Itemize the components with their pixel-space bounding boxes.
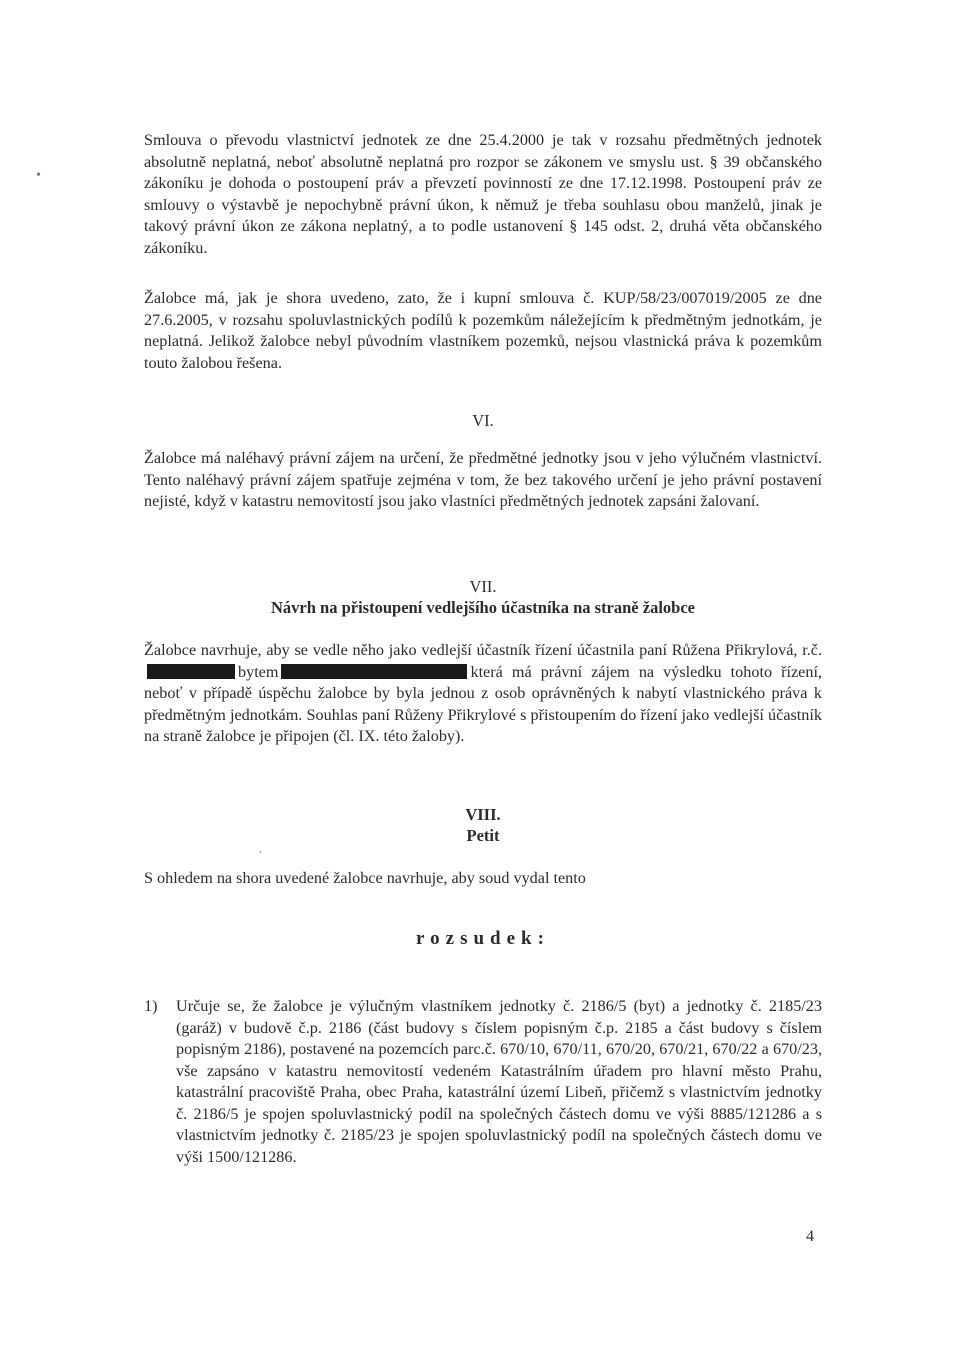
section-heading-vi: VI. (472, 411, 494, 430)
paragraph-purchase-contract: Žalobce má, jak je shora uvedeno, zato, že i kupní smlouva č. KUP/58/23/007019/2005 ze dne 27.6.2005, v rozsahu spoluvlastnických podílů k pozemkům náležejícím k předmětným jednotkám, je neplatná. Jelikož žalobce nebyl původním vlastníkem pozemků, nejsou vlastnická práva k pozemkům touto žalobou řešena. (144, 289, 822, 372)
intervener-text-b: bytem (238, 662, 279, 681)
paragraph-intervener (144, 640, 822, 748)
section-title-viii: Petit (466, 826, 500, 845)
paragraph-petition-intro: S ohledem na shora uvedené žalobce navrhuje, aby soud vydal tento (144, 869, 586, 887)
petition-item-text: Určuje se, že žalobce je výlučným vlastníkem jednotky č. 2186/5 (byt) a jednotky č. 2185/23 (garáž) v budově č.p. 2186 (část budovy s číslem popisným č.p. 2185 a část budovy s číslem popisným 2186), postavené na pozemcích parc.č. 670/10, 670/11, 670/20, 670/21, 670/22 a 670/23, vše zapsáno v katastru nemovitostí vedeném Katastrálním úřadem pro hlavní město Prahu, katastrální pracoviště Praha, obec Praha, katastrální území Libeň, přičemž s vlastnictvím jednotky č. 2186/5 je spojen spoluvlastnický podíl na společných částech domu ve výši 8885/121286 a s vlastnictvím jednotky č. 2185/23 je spojen spoluvlastnický podíl na společných částech domu ve výši 1500/121286. (176, 997, 822, 1166)
page-number: 4 (806, 1228, 814, 1245)
section-heading-vii: VII. (469, 577, 497, 596)
intervener-text-c: která má právní zájem na výsledku tohoto řízení, neboť v případě úspěchu žalobce by byla jednou z osob oprávněných k nabytí vlastnického práva k předmětným jednotkám. Souhlas paní Růženy Přikrylové s přistoupením do řízení jako vedlejší účastník na straně žalobce je připojen (čl. IX. této žaloby). (144, 662, 822, 745)
verdict-heading: rozsudek: (416, 928, 550, 949)
redacted-birth-number (147, 664, 235, 679)
paragraph-legal-interest: Žalobce má naléhavý právní zájem na určení, že předmětné jednotky jsou v jeho výlučném vlastnictví. Tento naléhavý právní zájem spatřuje zejména v tom, že bez takového určení je jeho právní postavení nejisté, když v katastru nemovitostí jsou jako vlastníci předmětných jednotek zapsáni žalovaní. (144, 449, 822, 510)
section-title-vii: Návrh na přistoupení vedlejšího účastníka na straně žalobce (271, 598, 695, 617)
scan-speck: • (36, 168, 41, 183)
section-heading-viii: VIII. (465, 805, 501, 824)
paragraph-contract-invalidity: Smlouva o převodu vlastnictví jednotek ze dne 25.4.2000 je tak v rozsahu předmětných jednotek absolutně neplatná, neboť absolutně neplatná pro rozpor se zákonem ve smyslu ust. § 39 občanského zákoníku je dohoda o postoupení práv a převzetí povinností ze dne 17.12.1998. Postoupení práv ze smlouvy o výstavbě je nepochybně právní úkon, k němuž je třeba souhlasu obou manželů, jinak je takový právní úkon ze zákona neplatný, a to podle ustanovení § 145 odst. 2, druhá věta občanského zákoníku. (144, 131, 822, 257)
petition-item-number: 1) (144, 997, 158, 1015)
scan-speck: · (258, 846, 263, 861)
intervener-text-a: Žalobce navrhuje, aby se vedle něho jako vedlejší účastník řízení účastnila paní Růžena Přikrylová, r.č. (144, 641, 822, 659)
redacted-address (281, 664, 467, 679)
